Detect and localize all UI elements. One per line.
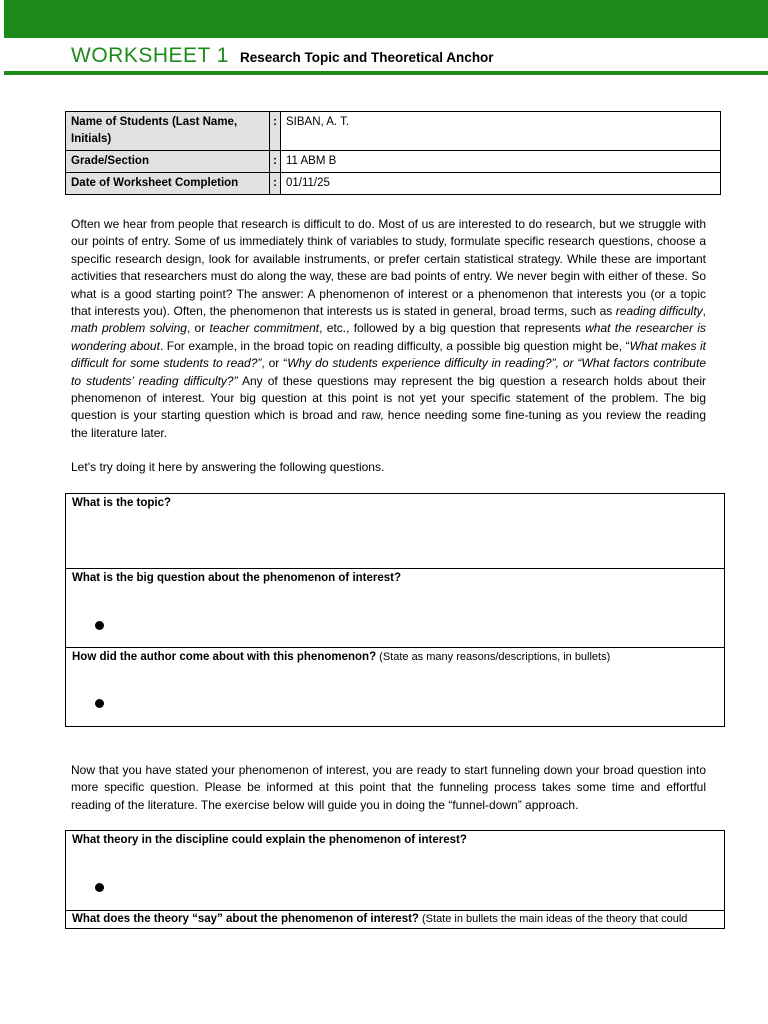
info-label: Name of Students (Last Name, Initials)	[66, 112, 270, 151]
header-divider	[4, 71, 768, 75]
table-row	[66, 112, 721, 151]
table-row	[66, 151, 721, 173]
question-row-topic[interactable]	[66, 494, 724, 569]
question-box-1	[65, 493, 725, 727]
info-value-grade[interactable]: 11 ABM B	[281, 151, 721, 173]
info-value-name[interactable]: SIBAN, A. T.	[281, 112, 721, 151]
question-label: What is the topic?	[72, 497, 172, 509]
funnel-paragraph: Now that you have stated your phenomenon of interest, you are ready to start funneling down your broad question into more specific question. Please be informed at this point that the funneling process takes some time and effortful reading of the literature. The exercise below will guide you in doing the “funnel-down” approach.	[71, 763, 706, 812]
question-label: How did the author come about with this phenomenon? (State as many reasons/descriptions, in bullets)	[72, 651, 611, 663]
info-colon: :	[270, 151, 281, 173]
question-label: What theory in the discipline could explain the phenomenon of interest?	[72, 834, 467, 846]
info-colon: :	[270, 112, 281, 151]
header-bar	[4, 0, 768, 38]
info-value-date[interactable]: 01/11/25	[281, 173, 721, 195]
question-row-theory-says[interactable]	[66, 911, 724, 928]
worksheet-label: WORKSHEET 1	[71, 44, 229, 67]
worksheet-subtitle: Research Topic and Theoretical Anchor	[240, 50, 494, 65]
bullet-icon	[95, 621, 104, 630]
question-row-big-question[interactable]	[66, 569, 724, 648]
instruction-text: Let’s try doing it here by answering the following questions.	[71, 460, 385, 474]
student-info-table	[65, 111, 721, 195]
question-row-origin[interactable]	[66, 648, 724, 726]
question-row-theory[interactable]	[66, 831, 724, 911]
bullet-icon	[95, 883, 104, 892]
table-row	[66, 173, 721, 195]
question-label: What does the theory “say” about the phenomenon of interest? (State in bullets the main ideas of the theory that could	[72, 913, 688, 925]
bullet-icon	[95, 699, 104, 708]
question-label: What is the big question about the phenomenon of interest?	[72, 572, 402, 584]
info-colon: :	[270, 173, 281, 195]
info-label: Date of Worksheet Completion	[66, 173, 270, 195]
info-label: Grade/Section	[66, 151, 270, 173]
intro-paragraph: Often we hear from people that research is difficult to do. Most of us are interested to do research, but we struggle with our points of entry. Some of us immediately think of variables to study, formulate specific research questions, choose a specific research design, look for available instruments, or prefer certain statistical strategy. While these are important activities that researchers must do along the way, these are bad points of entry. We never begin with either of these. So what is a good starting point? The answer: A phenomenon of interest or a phenomenon that interests you (or a topic that interests you). Often, the phenomenon that interests us is stated in general, broad terms, such as reading difficulty, math problem solving, or teacher commitment, etc., followed by a big question that represents what the researcher is wondering about. For example, in the broad topic on reading difficulty, a possible big question might be, “What makes it difficult for some students to read?”, or “Why do students experience difficulty in reading?”, or “What factors contribute to students’ reading difficulty?” Any of these questions may represent the big question a research holds about their phenomenon of interest. Your big question at this point is not yet your specific statement of the problem. The big question is your starting question which is broad and raw, hence needing some fine-tuning as you review the reading the literature later.	[71, 217, 707, 440]
question-box-2	[65, 830, 725, 929]
